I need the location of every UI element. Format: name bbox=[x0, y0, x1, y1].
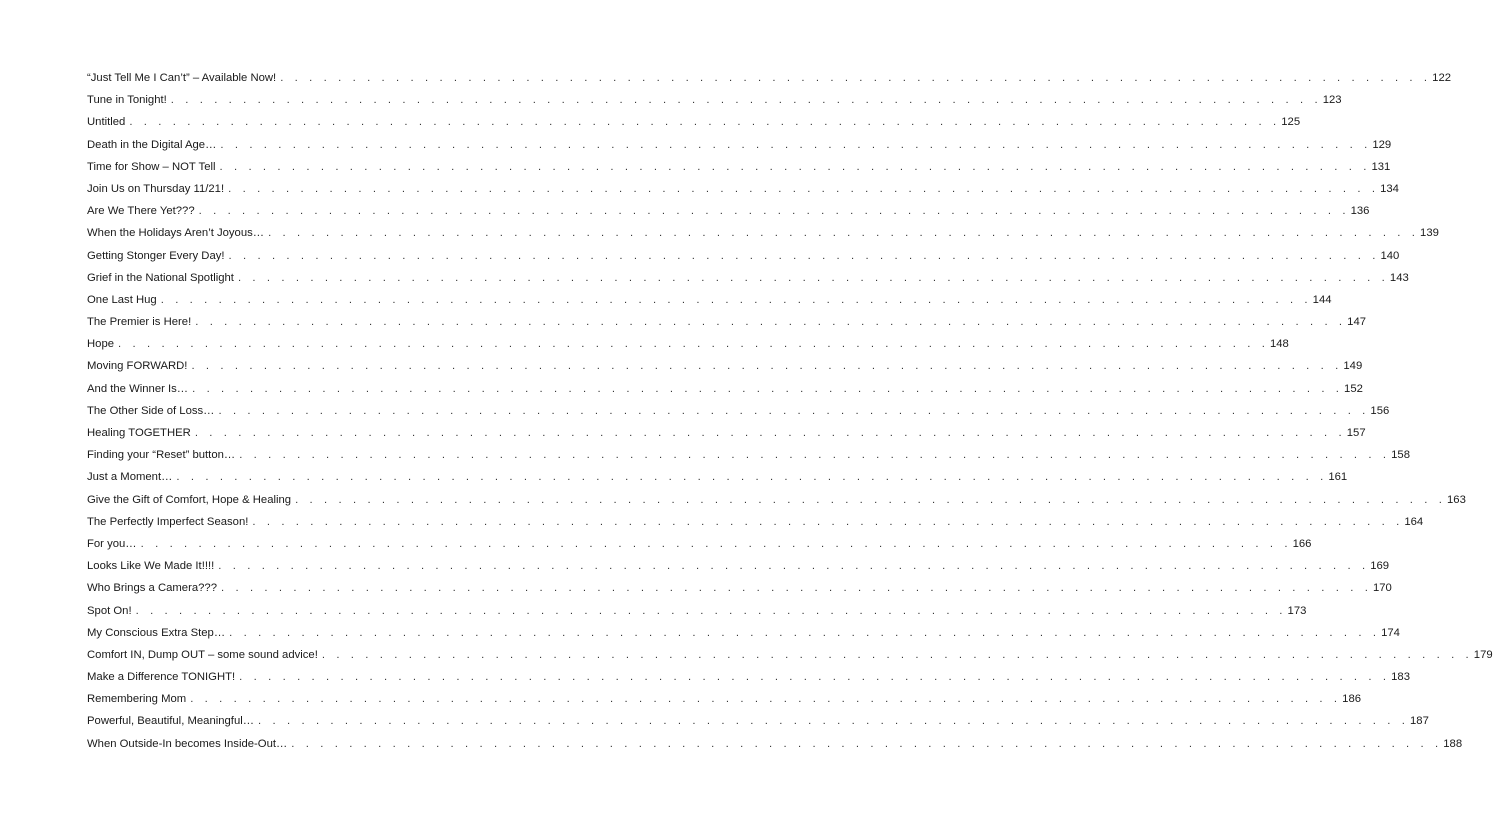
toc-entry[interactable] bbox=[87, 336, 1289, 358]
dot-leader: . . . . . . . . . . . . . . . . . . . . . . . . . . . . . . . . . . . . . . . . . . . . . . . . . . . . . . . . . . . . . . . . . . . . . . . . . . . . . . . . bbox=[252, 515, 1404, 528]
toc-entry-page-number: 149 bbox=[1343, 360, 1363, 373]
dot-leader: . . . . . . . . . . . . . . . . . . . . . . . . . . . . . . . . . . . . . . . . . . . . . . . . . . . . . . . . . . . . . . . . . . . . . . . . . . . . . . . . bbox=[321, 648, 1473, 661]
dot-leader: . . . . . . . . . . . . . . . . . . . . . . . . . . . . . . . . . . . . . . . . . . . . . . . . . . . . . . . . . . . . . . . . . . . . . . . . . . . . . . . . bbox=[194, 427, 1346, 439]
toc-entry[interactable] bbox=[87, 713, 1429, 735]
toc-entry-page-number: 188 bbox=[1443, 737, 1463, 750]
dot-leader: . . . . . . . . . . . . . . . . . . . . . . . . . . . . . . . . . . . . . . . . . . . . . . . . . . . . . . . . . . . . . . . . . . . . . . . . . . . . . . . . bbox=[291, 737, 1443, 750]
toc-entry-page-number: 166 bbox=[1292, 537, 1312, 550]
toc-entry-page-number: 140 bbox=[1380, 249, 1400, 262]
toc-entry[interactable] bbox=[87, 647, 1493, 669]
toc-entry-title: Join Us on Thursday 11/21! bbox=[87, 182, 225, 195]
toc-entry[interactable] bbox=[87, 92, 1342, 114]
toc-entry-page-number: 179 bbox=[1473, 648, 1493, 661]
toc-entry[interactable] bbox=[87, 514, 1424, 536]
dot-leader: . . . . . . . . . . . . . . . . . . . . . . . . . . . . . . . . . . . . . . . . . . . . . . . . . . . . . . . . . . . . . . . . . . . . . . . . . . . . . . . . bbox=[219, 160, 1371, 173]
dot-leader: . . . . . . . . . . . . . . . . . . . . . . . . . . . . . . . . . . . . . . . . . . . . . . . . . . . . . . . . . . . . . . . . . . . . . . . . . . . . . . . . bbox=[268, 227, 1420, 240]
toc-entry[interactable] bbox=[87, 536, 1312, 558]
toc-entry-title: Finding your “Reset” button… bbox=[87, 449, 236, 462]
toc-entry[interactable] bbox=[87, 270, 1409, 292]
toc-entry-page-number: 163 bbox=[1447, 493, 1466, 506]
toc-entry-page-number: 122 bbox=[1432, 72, 1452, 84]
toc-entry-title: Just a Moment… bbox=[87, 471, 173, 484]
toc-entry-title: The Perfectly Imperfect Season! bbox=[87, 515, 249, 528]
toc-entry-title: Healing TOGETHER bbox=[87, 427, 191, 439]
toc-entry[interactable] bbox=[87, 691, 1362, 713]
toc-entry-title: Tune in Tonight! bbox=[87, 94, 167, 107]
toc-entry[interactable] bbox=[87, 736, 1463, 758]
dot-leader: . . . . . . . . . . . . . . . . . . . . . . . . . . . . . . . . . . . . . . . . . . . . . . . . . . . . . . . . . . . . . . . . . . . . . . . . . . . . . . . . bbox=[135, 604, 1287, 617]
dot-leader: . . . . . . . . . . . . . . . . . . . . . . . . . . . . . . . . . . . . . . . . . . . . . . . . . . . . . . . . . . . . . . . . . . . . . . . . . . . . . . . . bbox=[228, 249, 1380, 262]
toc-entry[interactable] bbox=[87, 292, 1332, 314]
toc-entry-page-number: 125 bbox=[1281, 116, 1301, 129]
toc-entry[interactable] bbox=[87, 70, 1452, 92]
toc-entry-page-number: 136 bbox=[1350, 205, 1370, 218]
toc-entry-title: Death in the Digital Age… bbox=[87, 138, 217, 151]
toc-entry-page-number: 164 bbox=[1404, 515, 1424, 528]
toc-entry-title: One Last Hug bbox=[87, 293, 157, 306]
toc-entry-title: When Outside-In becomes Inside-Out… bbox=[87, 737, 288, 750]
toc-entry-title: Hope bbox=[87, 338, 115, 351]
toc-entry-page-number: 131 bbox=[1371, 160, 1391, 173]
toc-entry-page-number: 174 bbox=[1381, 626, 1400, 639]
dot-leader: . . . . . . . . . . . . . . . . . . . . . . . . . . . . . . . . . . . . . . . . . . . . . . . . . . . . . . . . . . . . . . . . . . . . . . . . . . . . . . . . bbox=[220, 138, 1372, 151]
toc-entry-title: Make a Difference TONIGHT! bbox=[87, 671, 236, 684]
dot-leader: . . . . . . . . . . . . . . . . . . . . . . . . . . . . . . . . . . . . . . . . . . . . . . . . . . . . . . . . . . . . . . . . . . . . . . . . . . . . . . . . bbox=[229, 626, 1381, 639]
toc-entry-page-number: 158 bbox=[1391, 449, 1410, 462]
dot-leader: . . . . . . . . . . . . . . . . . . . . . . . . . . . . . . . . . . . . . . . . . . . . . . . . . . . . . . . . . . . . . . . . . . . . . . . . . . . . . . . . bbox=[198, 205, 1350, 218]
dot-leader: . . . . . . . . . . . . . . . . . . . . . . . . . . . . . . . . . . . . . . . . . . . . . . . . . . . . . . . . . . . . . . . . . . . . . . . . . . . . . . . . bbox=[190, 693, 1342, 706]
toc-entry-title: And the Winner Is… bbox=[87, 382, 189, 395]
dot-leader: . . . . . . . . . . . . . . . . . . . . . . . . . . . . . . . . . . . . . . . . . . . . . . . . . . . . . . . . . . . . . . . . . . . . . . . . . . . . . . . . bbox=[218, 404, 1370, 417]
toc-entry-page-number: 148 bbox=[1269, 338, 1289, 351]
toc-entry-title: Moving FORWARD! bbox=[87, 360, 188, 373]
toc-entry[interactable] bbox=[87, 403, 1390, 425]
toc-entry-title: The Other Side of Loss… bbox=[87, 404, 215, 417]
toc-entry-title: When the Holidays Aren’t Joyous… bbox=[87, 227, 265, 240]
toc-entry[interactable] bbox=[87, 381, 1363, 403]
toc-entry-title: The Premier is Here! bbox=[87, 316, 192, 329]
toc-entry[interactable] bbox=[87, 114, 1301, 136]
toc-entry-title: Untitled bbox=[87, 116, 126, 129]
dot-leader: . . . . . . . . . . . . . . . . . . . . . . . . . . . . . . . . . . . . . . . . . . . . . . . . . . . . . . . . . . . . . . . . . . . . . . . . . . . . . . . . bbox=[220, 582, 1372, 595]
dot-leader: . . . . . . . . . . . . . . . . . . . . . . . . . . . . . . . . . . . . . . . . . . . . . . . . . . . . . . . . . . . . . . . . . . . . . . . . . . . . . . . . bbox=[140, 537, 1292, 550]
dot-leader: . . . . . . . . . . . . . . . . . . . . . . . . . . . . . . . . . . . . . . . . . . . . . . . . . . . . . . . . . . . . . . . . . . . . . . . . . . . . . . . . bbox=[280, 72, 1432, 84]
toc-entry-page-number: 134 bbox=[1380, 182, 1399, 195]
toc-entry[interactable] bbox=[87, 580, 1392, 602]
dot-leader: . . . . . . . . . . . . . . . . . . . . . . . . . . . . . . . . . . . . . . . . . . . . . . . . . . . . . . . . . . . . . . . . . . . . . . . . . . . . . . . . bbox=[191, 360, 1343, 373]
toc-entry[interactable] bbox=[87, 603, 1307, 625]
dot-leader: . . . . . . . . . . . . . . . . . . . . . . . . . . . . . . . . . . . . . . . . . . . . . . . . . . . . . . . . . . . . . . . . . . . . . . . . . . . . . . . . bbox=[176, 471, 1328, 484]
toc-entry-page-number: 170 bbox=[1372, 582, 1392, 595]
dot-leader: . . . . . . . . . . . . . . . . . . . . . . . . . . . . . . . . . . . . . . . . . . . . . . . . . . . . . . . . . . . . . . . . . . . . . . . . . . . . . . . . bbox=[237, 271, 1389, 284]
dot-leader: . . . . . . . . . . . . . . . . . . . . . . . . . . . . . . . . . . . . . . . . . . . . . . . . . . . . . . . . . . . . . . . . . . . . . . . . . . . . . . . . bbox=[192, 382, 1344, 395]
dot-leader: . . . . . . . . . . . . . . . . . . . . . . . . . . . . . . . . . . . . . . . . . . . . . . . . . . . . . . . . . . . . . . . . . . . . . . . . . . . . . . . . bbox=[239, 449, 1391, 462]
toc-entry-page-number: 173 bbox=[1287, 604, 1307, 617]
toc-entry-title: Getting Stonger Every Day! bbox=[87, 249, 225, 262]
dot-leader: . . . . . . . . . . . . . . . . . . . . . . . . . . . . . . . . . . . . . . . . . . . . . . . . . . . . . . . . . . . . . . . . . . . . . . . . . . . . . . . . bbox=[239, 671, 1391, 684]
toc-entry[interactable] bbox=[87, 203, 1370, 225]
toc-entry-page-number: 123 bbox=[1322, 94, 1342, 107]
toc-entry-title: Time for Show – NOT Tell bbox=[87, 160, 216, 173]
toc-entry[interactable] bbox=[87, 669, 1410, 691]
toc-entry[interactable] bbox=[87, 314, 1367, 336]
dot-leader: . . . . . . . . . . . . . . . . . . . . . . . . . . . . . . . . . . . . . . . . . . . . . . . . . . . . . . . . . . . . . . . . . . . . . . . . . . . . . . . . bbox=[228, 182, 1380, 195]
dot-leader: . . . . . . . . . . . . . . . . . . . . . . . . . . . . . . . . . . . . . . . . . . . . . . . . . . . . . . . . . . . . . . . . . . . . . . . . . . . . . . . . bbox=[295, 493, 1447, 506]
toc-entry-title: Give the Gift of Comfort, Hope & Healing bbox=[87, 493, 292, 506]
toc-entry[interactable] bbox=[87, 425, 1366, 447]
toc-entry-title: Spot On! bbox=[87, 604, 132, 617]
toc-entry[interactable] bbox=[87, 358, 1363, 380]
toc-entry-page-number: 129 bbox=[1372, 138, 1392, 151]
toc-entry-page-number: 161 bbox=[1328, 471, 1348, 484]
dot-leader: . . . . . . . . . . . . . . . . . . . . . . . . . . . . . . . . . . . . . . . . . . . . . . . . . . . . . . . . . . . . . . . . . . . . . . . . . . . . . . . . bbox=[160, 293, 1312, 306]
toc-entry[interactable] bbox=[87, 447, 1410, 469]
dot-leader: . . . . . . . . . . . . . . . . . . . . . . . . . . . . . . . . . . . . . . . . . . . . . . . . . . . . . . . . . . . . . . . . . . . . . . . . . . . . . . . . bbox=[195, 316, 1347, 329]
dot-leader: . . . . . . . . . . . . . . . . . . . . . . . . . . . . . . . . . . . . . . . . . . . . . . . . . . . . . . . . . . . . . . . . . . . . . . . . . . . . . . . . bbox=[218, 560, 1370, 573]
toc-entry-page-number: 143 bbox=[1389, 271, 1409, 284]
dot-leader: . . . . . . . . . . . . . . . . . . . . . . . . . . . . . . . . . . . . . . . . . . . . . . . . . . . . . . . . . . . . . . . . . . . . . . . . . . . . . . . . bbox=[258, 715, 1409, 728]
toc-entry[interactable] bbox=[87, 137, 1392, 159]
toc-entry-page-number: 156 bbox=[1370, 404, 1390, 417]
dot-leader: . . . . . . . . . . . . . . . . . . . . . . . . . . . . . . . . . . . . . . . . . . . . . . . . . . . . . . . . . . . . . . . . . . . . . . . . . . . . . . . . bbox=[170, 94, 1322, 107]
toc-entry-page-number: 183 bbox=[1391, 671, 1410, 684]
toc-entry[interactable] bbox=[87, 159, 1391, 181]
toc-entry-title: Who Brings a Camera??? bbox=[87, 582, 217, 595]
toc-entry-title: My Conscious Extra Step… bbox=[87, 626, 226, 639]
dot-leader: . . . . . . . . . . . . . . . . . . . . . . . . . . . . . . . . . . . . . . . . . . . . . . . . . . . . . . . . . . . . . . . . . . . . . . . . . . . . . . . . bbox=[129, 116, 1281, 129]
toc-entry-page-number: 139 bbox=[1420, 227, 1439, 240]
toc-entry-title: “Just Tell Me I Can’t” – Available Now! bbox=[87, 72, 277, 84]
toc-entry[interactable] bbox=[87, 181, 1399, 203]
toc-entry-title: For you… bbox=[87, 537, 137, 550]
toc-entry-page-number: 187 bbox=[1410, 715, 1429, 728]
toc-entry[interactable] bbox=[87, 558, 1390, 580]
dot-leader: . . . . . . . . . . . . . . . . . . . . . . . . . . . . . . . . . . . . . . . . . . . . . . . . . . . . . . . . . . . . . . . . . . . . . . . . . . . . . . . . bbox=[118, 338, 1269, 351]
toc-entry[interactable] bbox=[87, 248, 1400, 270]
toc-entry-page-number: 169 bbox=[1370, 560, 1390, 573]
toc-entry-page-number: 147 bbox=[1347, 316, 1367, 329]
toc-entry-title: Grief in the National Spotlight bbox=[87, 271, 234, 284]
table-of-contents bbox=[87, 70, 1493, 758]
toc-entry[interactable] bbox=[87, 469, 1348, 491]
toc-entry-page-number: 152 bbox=[1344, 382, 1363, 395]
toc-entry-title: Are We There Yet??? bbox=[87, 205, 195, 218]
toc-entry-page-number: 144 bbox=[1312, 293, 1332, 306]
toc-entry-title: Looks Like We Made It!!!! bbox=[87, 560, 215, 573]
toc-entry[interactable] bbox=[87, 625, 1400, 647]
toc-entry[interactable] bbox=[87, 225, 1439, 247]
toc-entry-title: Remembering Mom bbox=[87, 693, 187, 706]
toc-entry[interactable] bbox=[87, 492, 1466, 514]
toc-entry-title: Powerful, Beautiful, Meaningful… bbox=[87, 715, 255, 728]
toc-entry-page-number: 186 bbox=[1342, 693, 1362, 706]
toc-entry-page-number: 157 bbox=[1346, 427, 1366, 439]
toc-entry-title: Comfort IN, Dump OUT – some sound advice! bbox=[87, 648, 318, 661]
